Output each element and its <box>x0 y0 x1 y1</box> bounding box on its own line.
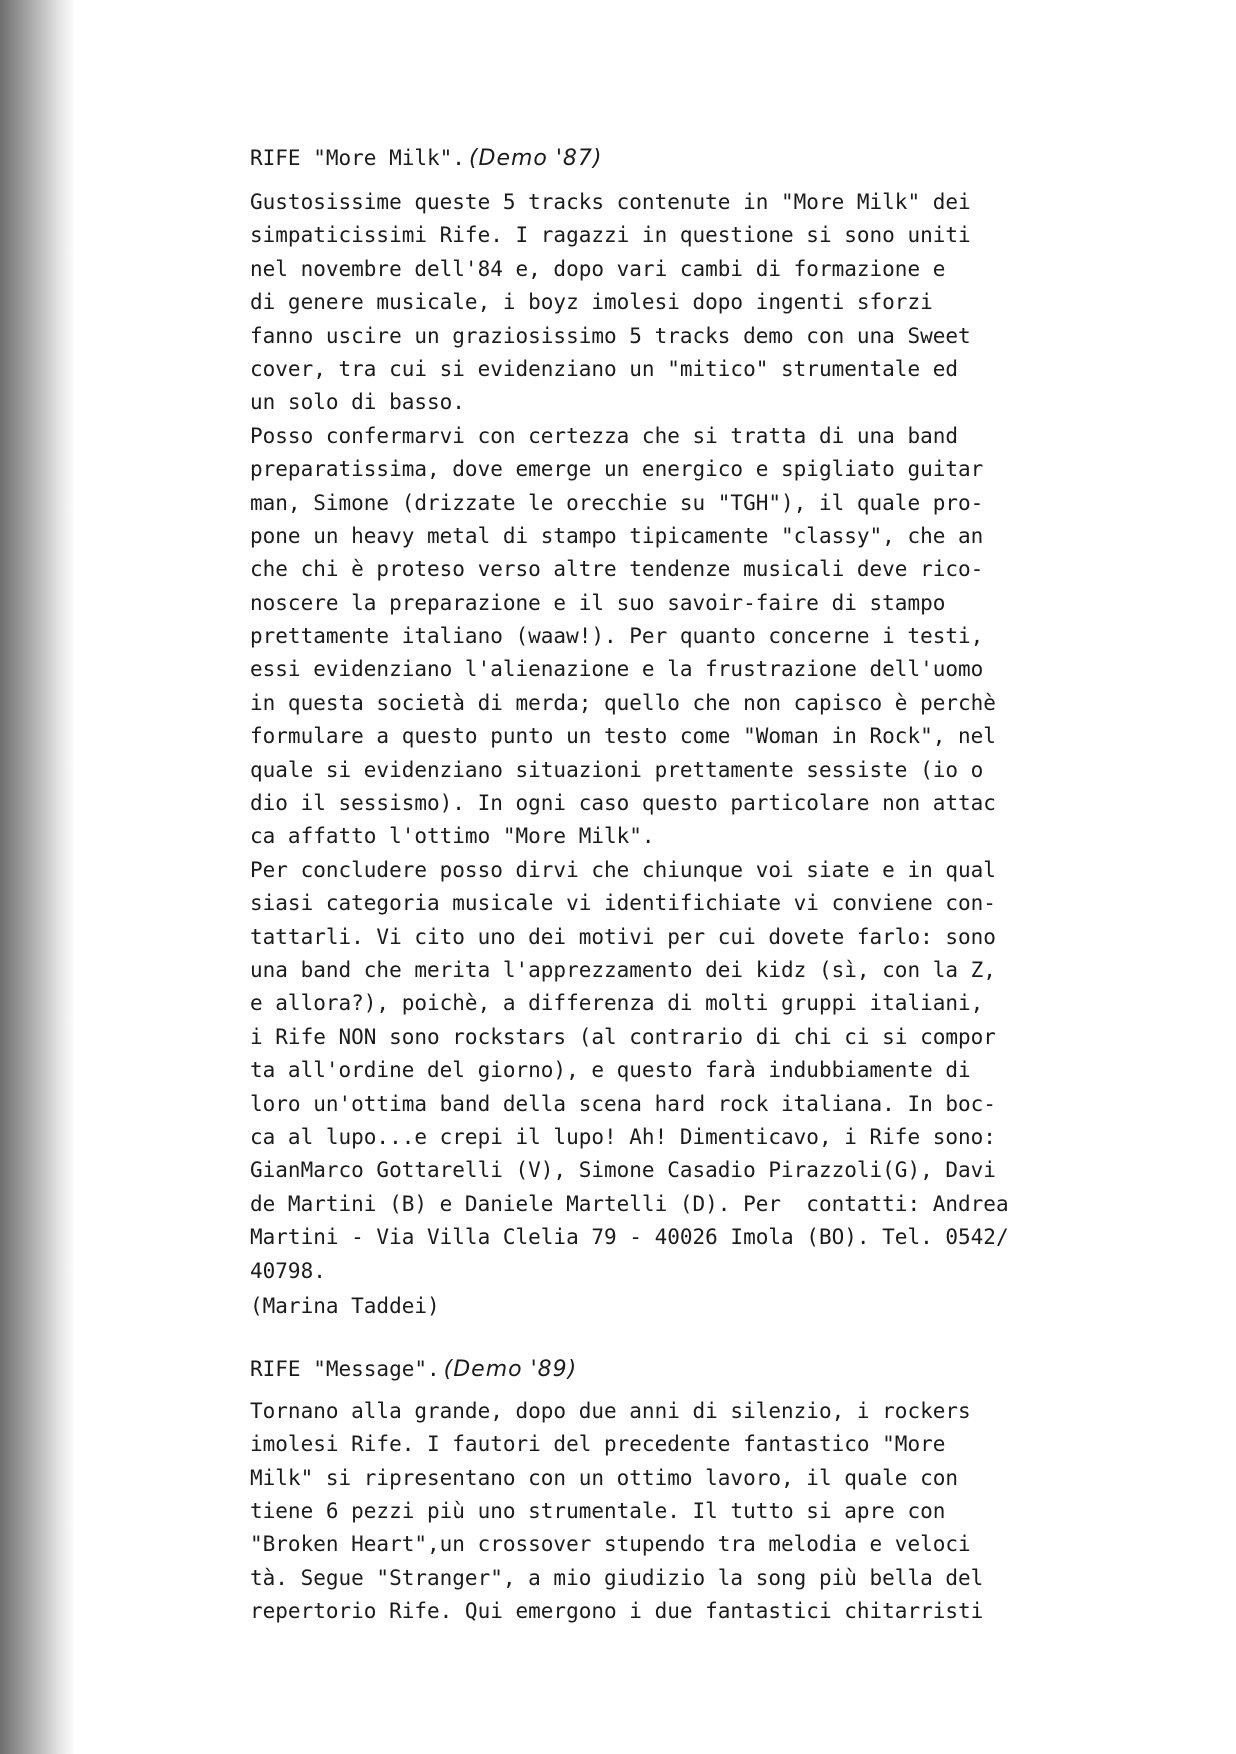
text-line: Milk" si ripresentano con un ottimo lavoro, il quale con <box>250 1465 959 1490</box>
article1-body <box>250 186 1150 1288</box>
article1-heading <box>250 142 1150 174</box>
article1-handnote: (Demo '87) <box>468 146 603 171</box>
text-line: de Martini (B) e Daniele Martelli (D). Per contatti: Andrea <box>250 1191 1009 1216</box>
text-line: "Broken Heart",un crossover stupendo tra melodia e veloci <box>250 1532 971 1557</box>
text-line: formulare a questo punto un testo come "Woman in Rock", nel <box>250 724 996 749</box>
text-line: pone un heavy metal di stampo tipicamente "classy", che an <box>250 523 984 548</box>
text-line: che chi è proteso verso altre tendenze musicali deve rico- <box>250 557 984 582</box>
text-line: GianMarco Gottarelli (V), Simone Casadio Pirazzoli(G), Davi <box>250 1158 996 1183</box>
text-line: un solo di basso. <box>250 390 465 415</box>
text-line: man, Simone (drizzate le orecchie su "TGH"), il quale pro- <box>250 490 984 515</box>
text-line: fanno uscire un graziosissimo 5 tracks demo con una Sweet <box>250 323 971 348</box>
article2-heading <box>250 1353 1150 1385</box>
text-line: Per concludere posso dirvi che chiunque voi siate e in qual <box>250 857 996 882</box>
text-line: tattarli. Vi cito uno dei motivi per cui dovete farlo: sono <box>250 924 996 949</box>
article2-title: RIFE "Message". <box>250 1356 440 1381</box>
text-line: tà. Segue "Stranger", a mio giudizio la song più bella del <box>250 1565 984 1590</box>
article1-title: RIFE "More Milk". <box>250 146 465 170</box>
text-line: in questa società di merda; quello che non capisco è perchè <box>250 690 996 715</box>
text-line: ca affatto l'ottimo "More Milk". <box>250 824 655 849</box>
article2-body <box>250 1395 1150 1629</box>
text-line: tiene 6 pezzi più uno strumentale. Il tutto si apre con <box>250 1499 946 1524</box>
text-line: Martini - Via Villa Clelia 79 - 40026 Imola (BO). Tel. 0542/ <box>250 1225 1009 1250</box>
text-line: Posso confermarvi con certezza che si tratta di una band <box>250 423 959 448</box>
text-line: nel novembre dell'84 e, dopo vari cambi di formazione e <box>250 256 946 281</box>
text-line: noscere la preparazione e il suo savoir-faire di stampo <box>250 590 946 615</box>
text-line: simpaticissimi Rife. I ragazzi in questione si sono uniti <box>250 223 971 248</box>
article2-handnote: (Demo '89) <box>443 1356 578 1382</box>
text-line: dio il sessismo). In ogni caso questo particolare non attac <box>250 791 996 816</box>
text-line: una band che merita l'apprezzamento dei kidz (sì, con la Z, <box>250 957 996 982</box>
text-line: ta all'ordine del giorno), e questo farà indubbiamente di <box>250 1058 971 1083</box>
text-line: cover, tra cui si evidenziano un "mitico" strumentale ed <box>250 356 959 381</box>
text-line: prettamente italiano (waaw!). Per quanto concerne i testi, <box>250 624 984 649</box>
text-line: repertorio Rife. Qui emergono i due fantastici chitarristi <box>250 1599 984 1624</box>
text-line: di genere musicale, i boyz imolesi dopo ingenti sforzi <box>250 290 933 315</box>
text-line: preparatissima, dove emerge un energico e spigliato guitar <box>250 457 984 482</box>
text-line: imolesi Rife. I fautori del precedente fantastico "More <box>250 1432 946 1457</box>
text-line: loro un'ottima band della scena hard rock italiana. In boc- <box>250 1091 996 1116</box>
text-line: siasi categoria musicale vi identifichiate vi conviene con- <box>250 891 996 916</box>
text-line: e allora?), poichè, a differenza di molti gruppi italiani, <box>250 991 984 1016</box>
text-line: quale si evidenziano situazioni prettamente sessiste (io o <box>250 757 984 782</box>
scan-edge-shadow <box>0 0 75 1754</box>
typewritten-page <box>250 140 1150 1629</box>
text-line: i Rife NON sono rockstars (al contrario di chi ci si compor <box>250 1024 996 1049</box>
text-line: Gustosissime queste 5 tracks contenute in "More Milk" dei <box>250 190 971 214</box>
text-line: ca al lupo...e crepi il lupo! Ah! Dimenticavo, i Rife sono: <box>250 1124 996 1149</box>
text-line: Tornano alla grande, dopo due anni di silenzio, i rockers <box>250 1398 971 1423</box>
text-line: essi evidenziano l'alienazione e la frustrazione dell'uomo <box>250 657 984 682</box>
text-line: 40798. <box>250 1258 326 1283</box>
article1-author: (Marina Taddei) <box>250 1293 440 1318</box>
